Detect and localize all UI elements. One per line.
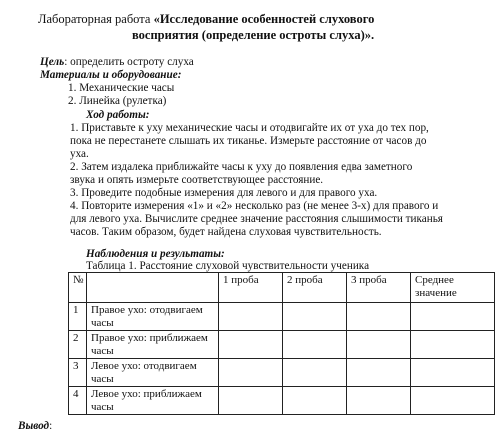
cell-trial-2[interactable] [283, 359, 347, 387]
title-line-1 [38, 12, 374, 27]
procedure-line-8: для левого уха. Вычислите среднее значение расстояния слышимости тиканья [70, 213, 443, 225]
procedure-line-2: пока не перестанете слышать их тиканье. Измерьте расстояние от часов до [70, 135, 427, 147]
materials-heading: Материалы и оборудование: [40, 69, 182, 81]
title-bold-1: «Исследование особенностей слухового [153, 12, 375, 26]
goal-line [40, 56, 194, 70]
cell-trial-3[interactable] [347, 387, 411, 415]
header-number: № [69, 273, 87, 303]
table-row [69, 387, 495, 415]
header-trial-2: 2 проба [283, 273, 347, 303]
title-line-2: восприятия (определение остроты слуха)». [132, 28, 375, 42]
cell-trial-1[interactable] [219, 331, 283, 359]
cell-average[interactable] [411, 331, 495, 359]
materials-item-1: 1. Механические часы [68, 82, 175, 94]
row-number: 1 [69, 303, 87, 331]
row-label: Правое ухо: приближаем часы [87, 331, 219, 359]
table-header-row [69, 273, 495, 303]
header-trial-1: 1 проба [219, 273, 283, 303]
procedure-line-3: уха. [70, 148, 89, 160]
cell-trial-1[interactable] [219, 387, 283, 415]
row-number: 3 [69, 359, 87, 387]
table-row [69, 331, 495, 359]
cell-average[interactable] [411, 303, 495, 331]
conclusion-suffix: : [49, 420, 53, 432]
cell-trial-3[interactable] [347, 331, 411, 359]
row-number: 4 [69, 387, 87, 415]
observations-heading: Наблюдения и результаты: [86, 248, 225, 260]
goal-label: Цель [40, 56, 65, 68]
header-empty [87, 273, 219, 303]
row-label: Правое ухо: отодвигаем часы [87, 303, 219, 331]
procedure-line-4: 2. Затем издалека приближайте часы к уху до появления едва заметного [70, 161, 413, 173]
cell-average[interactable] [411, 359, 495, 387]
cell-trial-2[interactable] [283, 303, 347, 331]
procedure-heading: Ход работы: [86, 109, 150, 121]
table-caption: Таблица 1. Расстояние слуховой чувствительности ученика [86, 260, 370, 272]
goal-text: : определить остроту слуха [64, 56, 194, 68]
cell-trial-2[interactable] [283, 387, 347, 415]
procedure-line-6: 3. Проведите подобные измерения для левого и для правого уха. [70, 187, 378, 199]
cell-trial-3[interactable] [347, 303, 411, 331]
header-trial-3: 3 проба [347, 273, 411, 303]
header-average: Среднее значение [411, 273, 495, 303]
procedure-line-7: 4. Повторите измерения «1» и «2» несколько раз (не менее 3-х) для правого и [70, 200, 439, 212]
row-label: Левое ухо: отодвигаем часы [87, 359, 219, 387]
procedure-line-1: 1. Приставьте к уху механические часы и отодвигайте их от уха до тех пор, [70, 122, 429, 134]
results-table [68, 272, 495, 415]
row-number: 2 [69, 331, 87, 359]
conclusion-label: Вывод [18, 420, 50, 432]
title-prefix: Лабораторная работа [38, 12, 154, 26]
materials-item-2: 2. Линейка (рулетка) [68, 95, 167, 107]
table-row [69, 303, 495, 331]
table-row [69, 359, 495, 387]
procedure-line-9: часов. Таким образом, будет найдена слуховая чувствительность. [70, 226, 382, 238]
cell-trial-3[interactable] [347, 359, 411, 387]
cell-average[interactable] [411, 387, 495, 415]
procedure-line-5: звука и опять измерьте соответствующее расстояние. [70, 174, 324, 186]
cell-trial-2[interactable] [283, 331, 347, 359]
cell-trial-1[interactable] [219, 359, 283, 387]
conclusion-line [18, 420, 52, 434]
cell-trial-1[interactable] [219, 303, 283, 331]
row-label: Левое ухо: приближаем часы [87, 387, 219, 415]
